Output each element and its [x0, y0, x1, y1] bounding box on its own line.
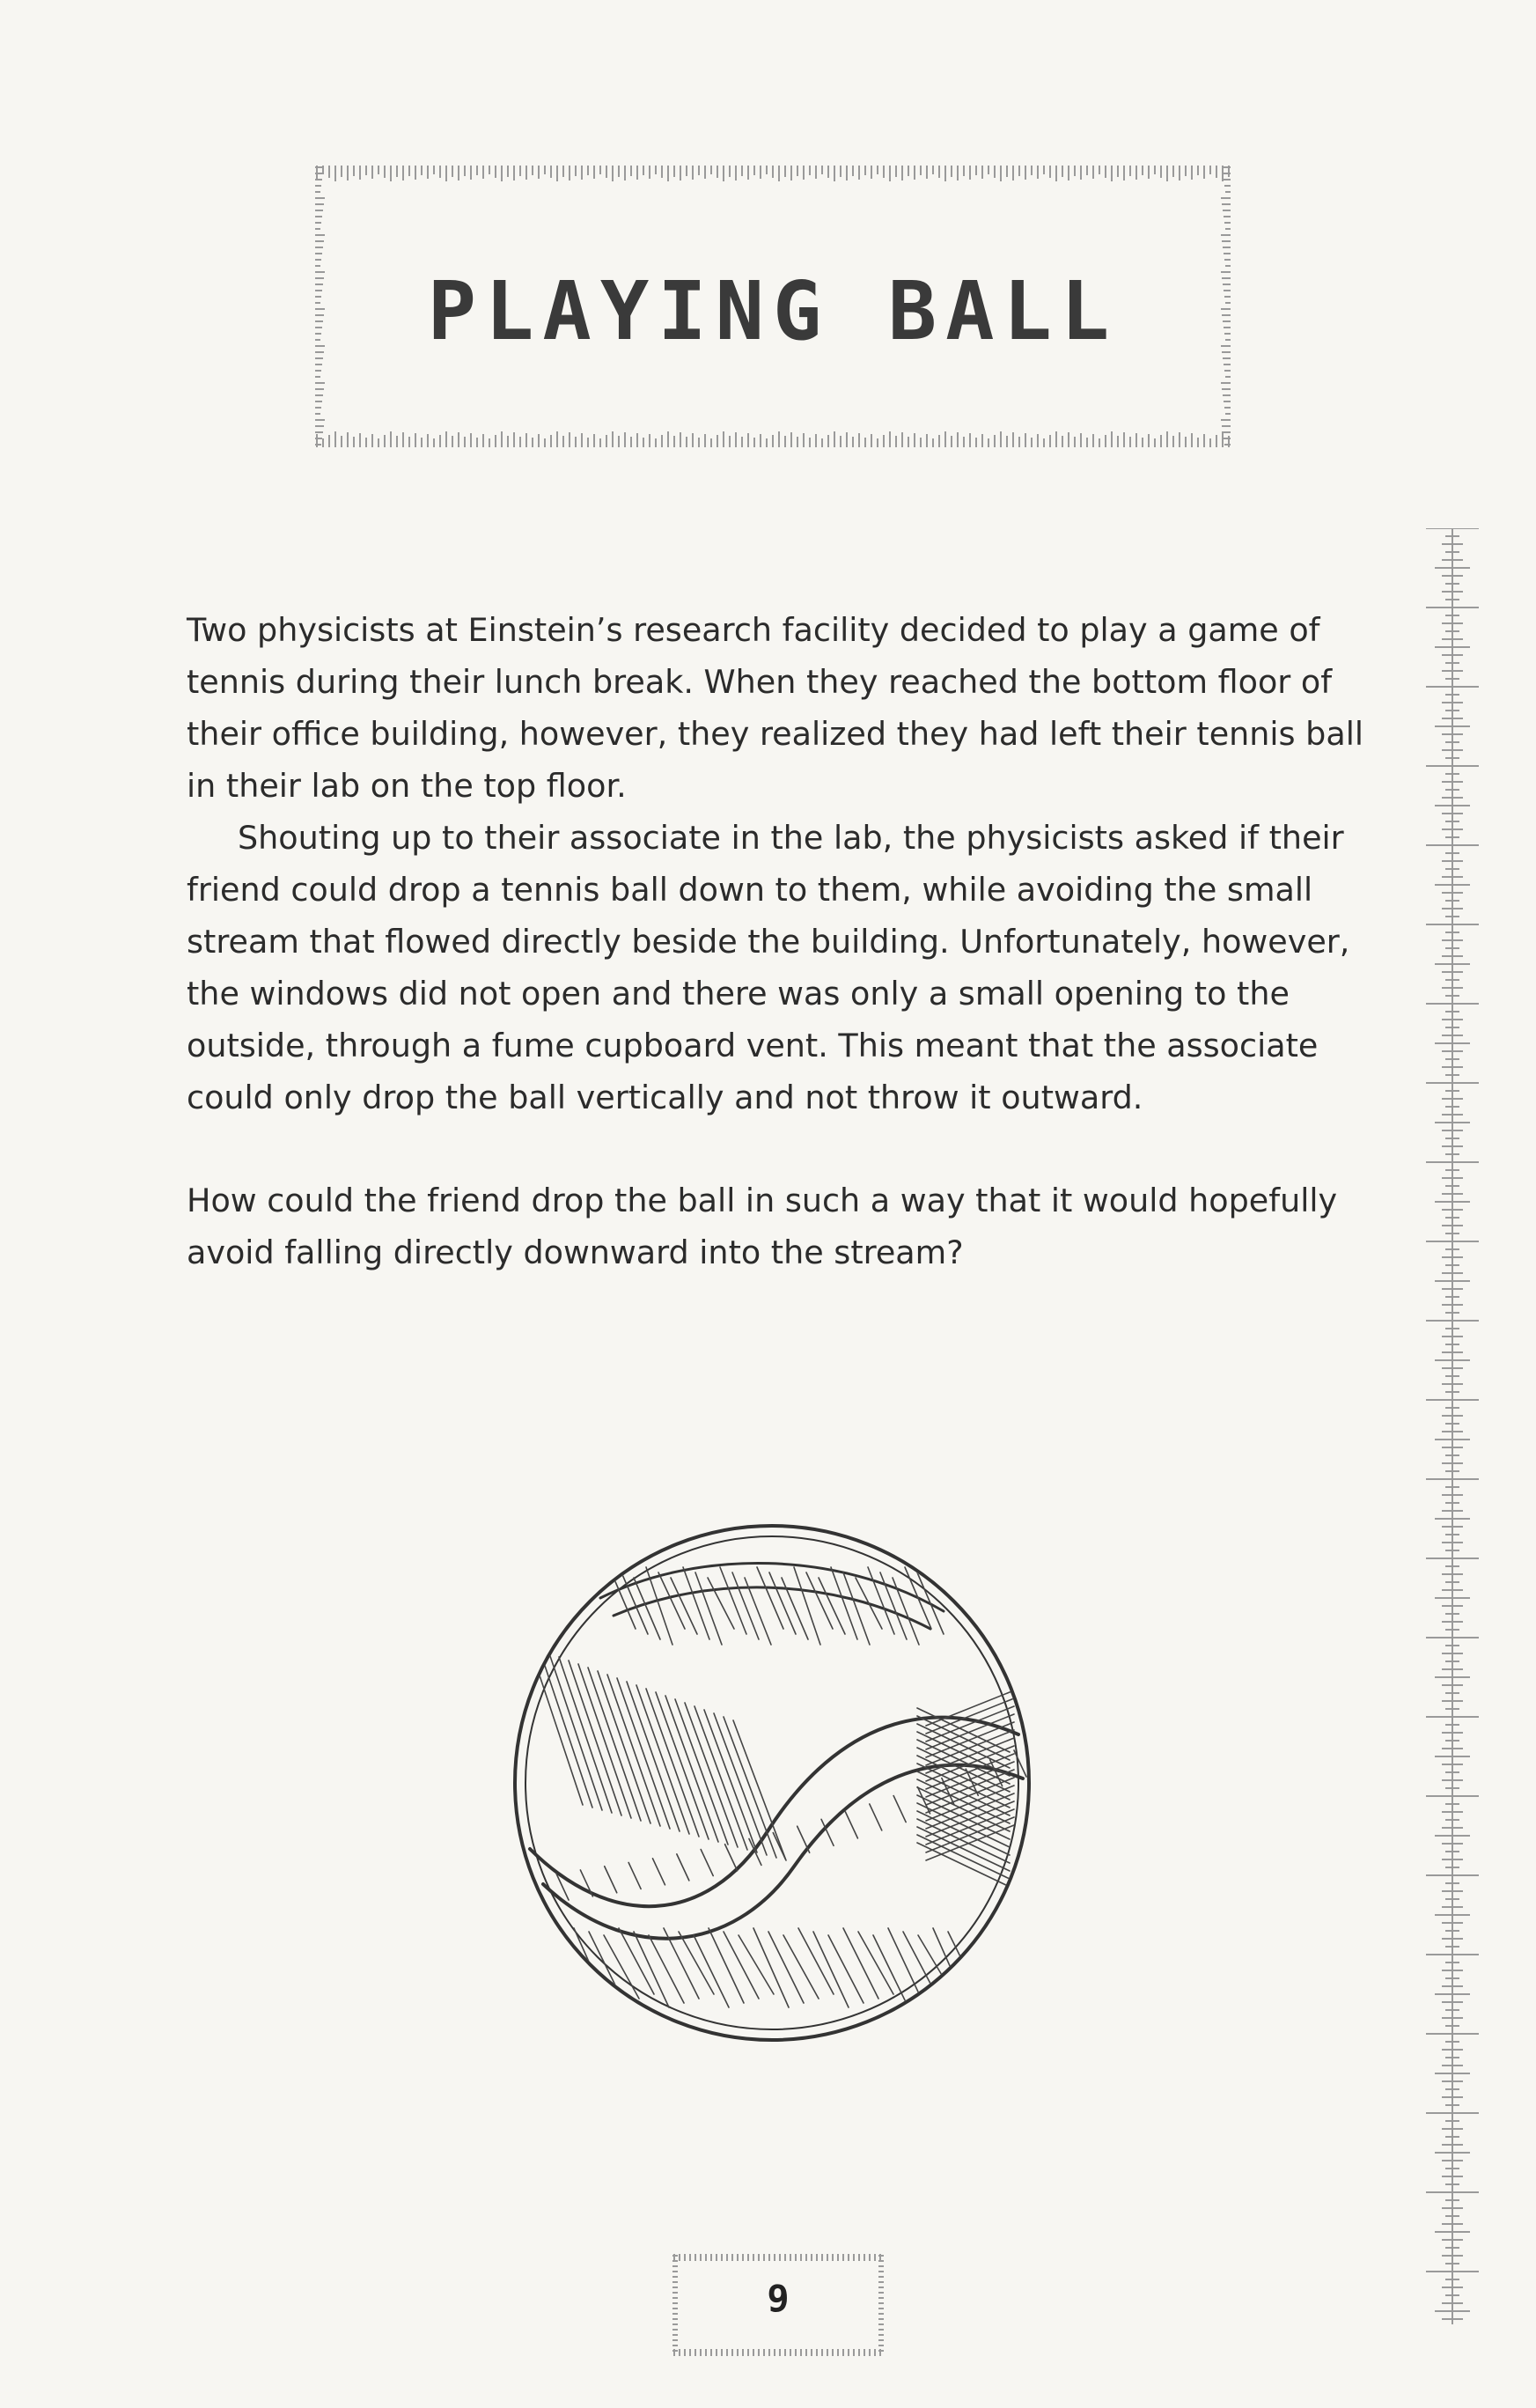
hatch-stroke — [893, 1578, 919, 1645]
hatch-stroke — [636, 1685, 689, 1834]
hatch-stroke — [646, 1567, 672, 1645]
ball-seam-top-inner — [614, 1587, 930, 1629]
hatch-stroke — [843, 1928, 878, 1999]
hatch-stroke — [870, 1804, 882, 1830]
hatch-stroke — [540, 1650, 592, 1808]
hatch-stroke — [720, 1567, 746, 1634]
hatch-stroke — [605, 1867, 617, 1893]
hatch-stroke — [677, 1854, 689, 1881]
tennis-ball-icon — [503, 1514, 1040, 2051]
hatch-stroke — [733, 1720, 786, 1860]
hatch-stroke — [868, 1567, 894, 1634]
hatch-stroke — [628, 1862, 641, 1889]
puzzle-question: How could the friend drop the ball in such a way that it would hopefully avoid falling directly downward into the stream? — [187, 1182, 1338, 1271]
hatch-stroke — [769, 1572, 796, 1634]
paragraph-intro: Two physicists at Einstein’s research facility decided to play a game of tennis during their lunch break. When they reached the bottom floor of their office building, however, they realized they had left their tennis ball in their lab on the top floor. — [187, 611, 1363, 805]
hatch-stroke — [709, 1928, 744, 2003]
hatch-stroke — [652, 1859, 665, 1885]
hatch-stroke — [794, 1567, 820, 1645]
hatch-stroke — [966, 1769, 978, 1795]
hatch-stroke — [918, 1935, 953, 1994]
hatch-stroke — [768, 1932, 804, 2003]
page-number-frame — [672, 2254, 884, 2356]
hatch-stroke — [634, 1578, 660, 1639]
hatch-stroke — [708, 1578, 734, 1629]
hatch-stroke — [843, 1572, 870, 1645]
hatch-stroke — [656, 1692, 709, 1839]
hatch-stroke — [695, 1706, 747, 1850]
hatch-stroke — [831, 1567, 857, 1639]
hatch-stroke — [724, 1932, 759, 1999]
hatch-stroke — [926, 1706, 1014, 1742]
hatch-stroke — [609, 1567, 636, 1629]
paragraph-details: Shouting up to their associate in the lab, the physicists asked if their friend could drop a tennis ball down to them, while avoiding the small stream that flowed directly beside the building. Unfortunately, however, the windows did not open and there was only a small opening to the outside, through a fume cupboard vent. This meant that the associate could only drop the ball vertically and not throw it outward. — [187, 819, 1350, 1116]
ball-hatching — [530, 1567, 1026, 2007]
hatch-stroke — [578, 1664, 631, 1818]
puzzle-text — [187, 604, 1366, 1278]
hatch-stroke — [685, 1703, 738, 1847]
hatch-stroke — [675, 1699, 728, 1845]
hatch-stroke — [725, 1845, 738, 1871]
hatch-stroke — [797, 1826, 810, 1852]
hatch-stroke — [598, 1671, 650, 1823]
hatch-stroke — [1014, 1750, 1026, 1777]
hatch-stroke — [607, 1675, 660, 1826]
hatch-stroke — [549, 1653, 602, 1810]
hatch-stroke — [724, 1717, 776, 1858]
hatch-stroke — [701, 1850, 713, 1876]
hatch-stroke — [617, 1678, 670, 1829]
hatch-stroke — [569, 1661, 621, 1815]
decorative-ruler — [1417, 528, 1488, 2324]
hatch-stroke — [627, 1682, 680, 1831]
hatch-stroke — [694, 1935, 729, 2007]
hatch-stroke — [739, 1935, 774, 1994]
hatch-stroke — [888, 1928, 923, 2003]
hatch-stroke — [714, 1713, 767, 1855]
hatch-stroke — [783, 1935, 819, 1999]
hatch-stroke — [813, 1932, 849, 2007]
hatch-stroke — [732, 1572, 759, 1639]
hatch-stroke — [683, 1567, 709, 1639]
title-frame — [315, 166, 1231, 447]
hatch-stroke — [873, 1935, 908, 2007]
hatch-stroke — [646, 1689, 699, 1837]
hatch-stroke — [893, 1796, 906, 1823]
hatch-stroke — [588, 1668, 641, 1821]
hatch-stroke — [782, 1578, 808, 1639]
hatch-stroke — [926, 1722, 1014, 1757]
hatch-stroke — [704, 1710, 757, 1852]
hatch-stroke — [634, 1932, 669, 2007]
page-number: 9 — [767, 2277, 790, 2320]
page-title: PLAYING BALL — [427, 264, 1119, 358]
hatch-stroke — [559, 1657, 612, 1813]
hatch-stroke — [856, 1578, 882, 1629]
hatch-stroke — [695, 1572, 722, 1645]
hatch-stroke — [845, 1812, 857, 1838]
hatch-stroke — [530, 1646, 583, 1805]
hatch-stroke — [880, 1572, 907, 1639]
hatch-stroke — [665, 1696, 718, 1842]
